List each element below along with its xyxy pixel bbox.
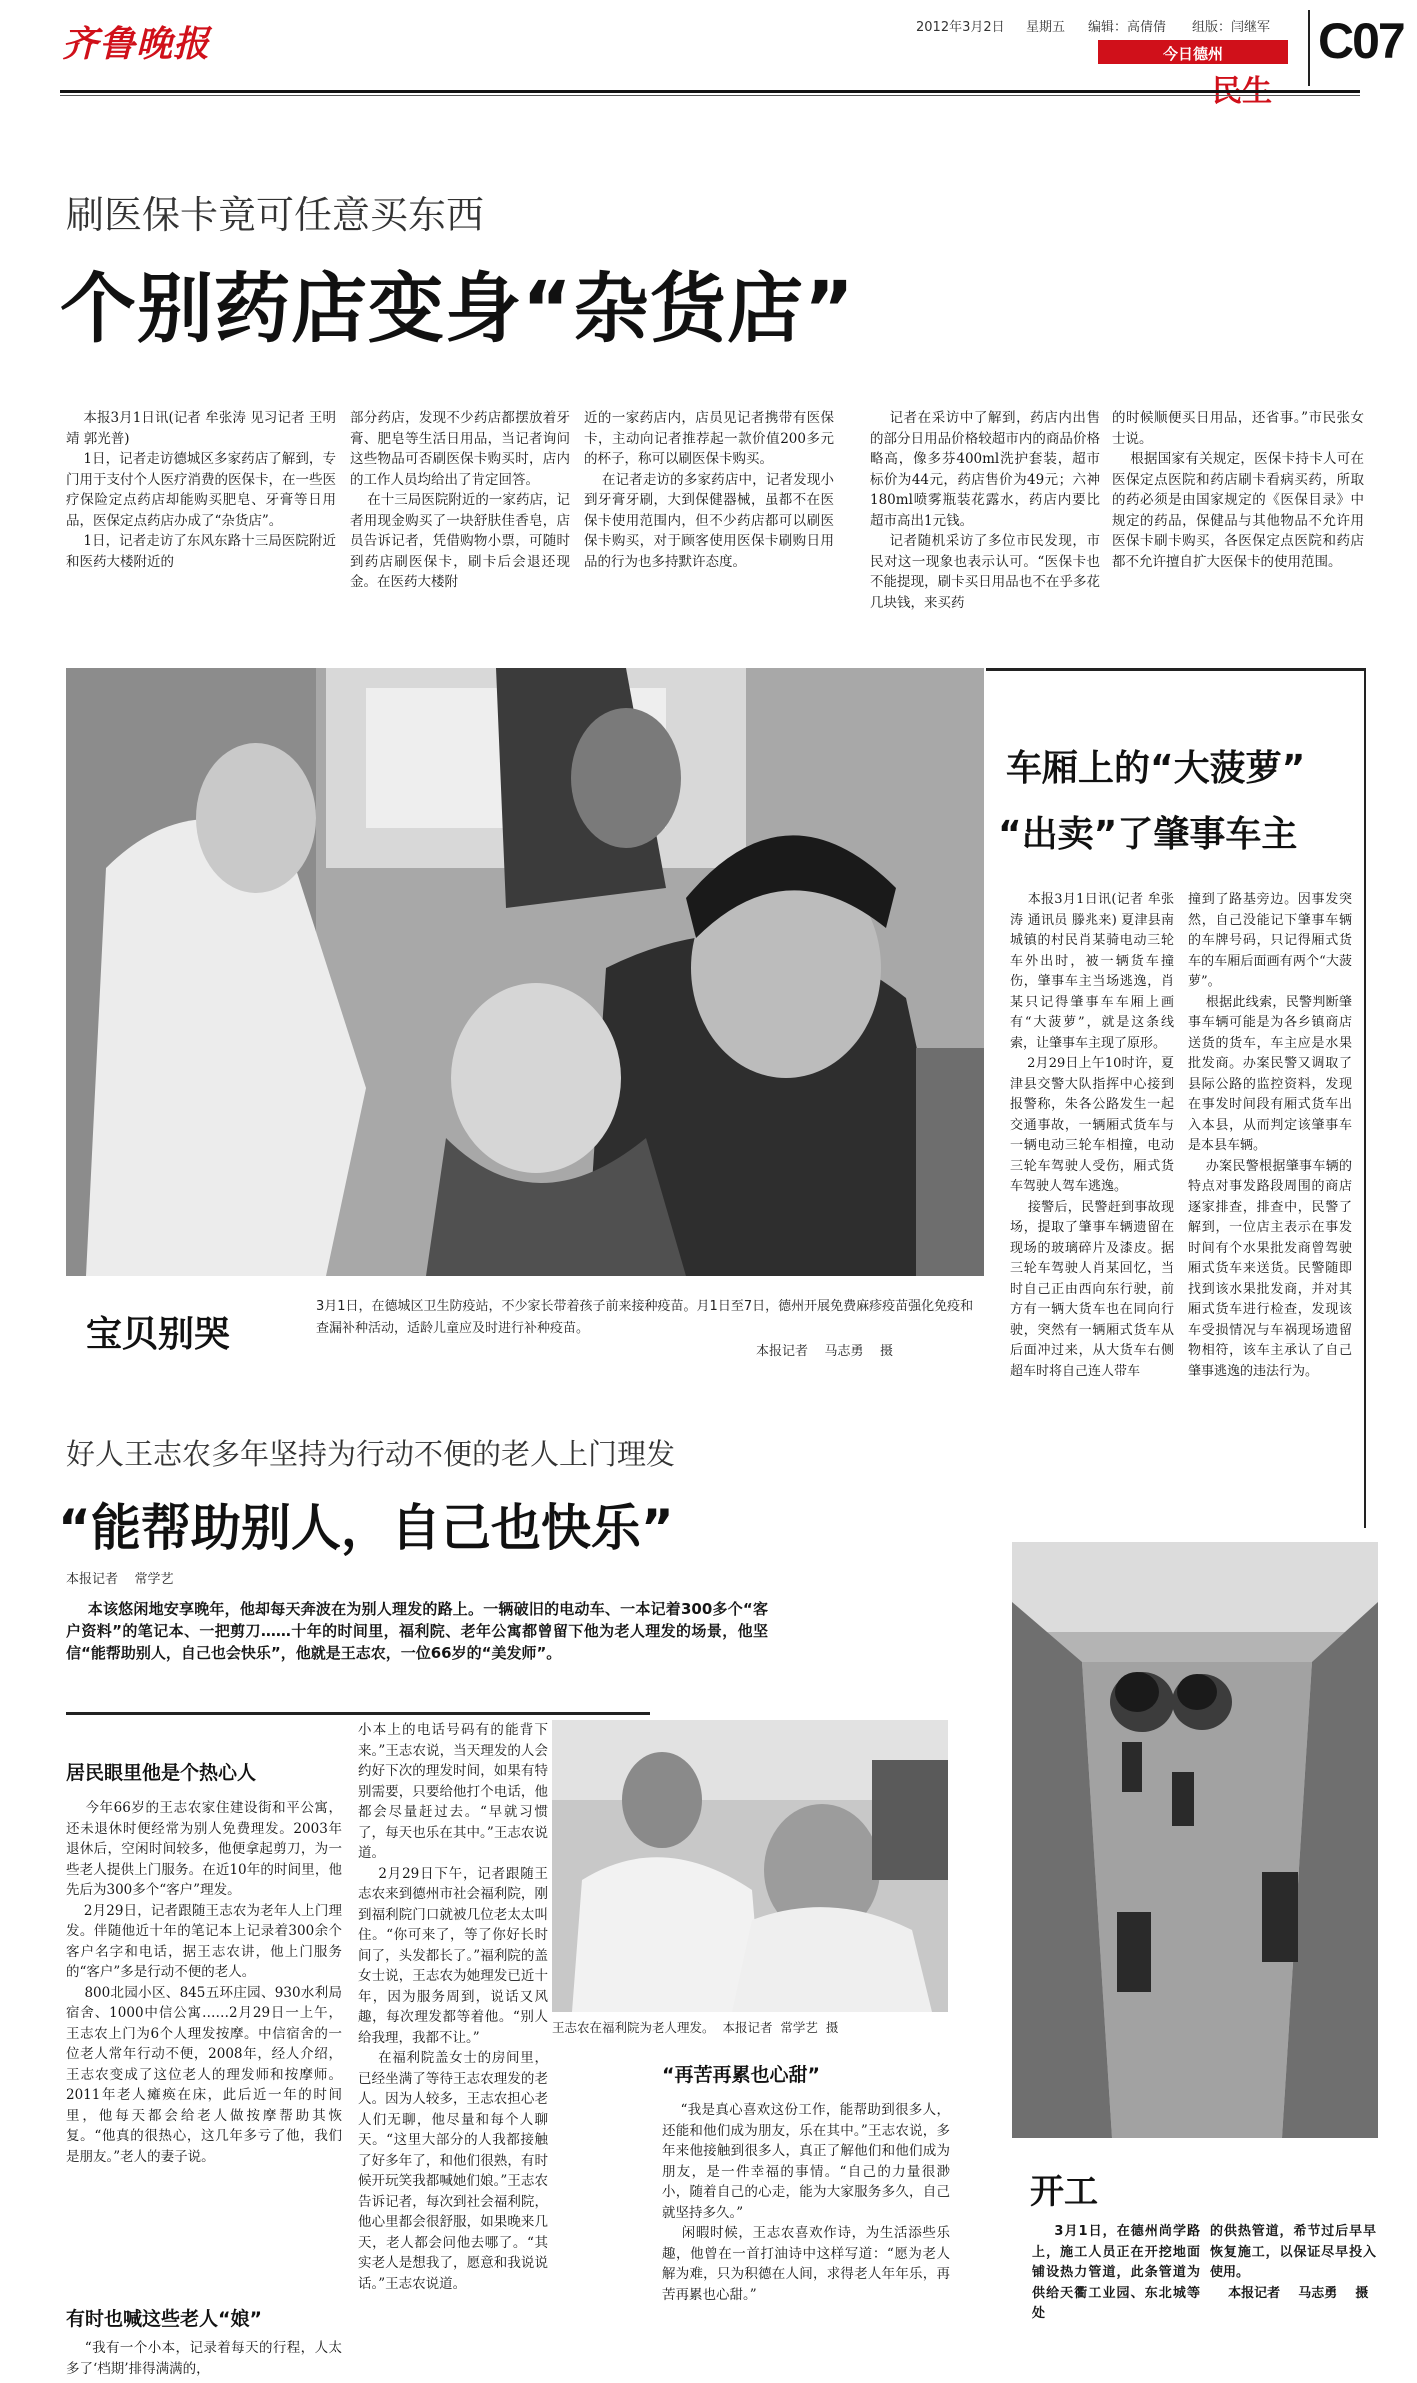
page-number: C07 [1318,13,1404,69]
story-3-byline: 本报记者 常学艺 [66,1572,174,1587]
story-1-headline: 个别药店变身“杂货店” [60,264,855,353]
construction-photo-title: 开工 [1030,2172,1098,2212]
issue-weekday: 星期五 [1026,20,1066,35]
story-3-column-1-tail: “我有一个小本，记录着每天的行程，人太多了‘档期’排得满满的， [66,2340,342,2377]
vaccination-photo-credit: 本报记者 马志勇 摄 [756,1344,894,1359]
story-1-kicker: 刷医保卡竟可任意买东西 [66,193,485,237]
story-2-headline-2: “出卖”了肇事车主 [998,814,1298,855]
story-3-kicker: 好人王志农多年坚持为行动不便的老人上门理发 [66,1437,676,1471]
story-3-lead: 本该悠闲地安享晚年，他却每天奔波在为别人理发的路上。一辆破旧的电动车、一本记着300多个“客户资料”的笔记本、一把剪刀……十年的时间里，福利院、老年公寓都曾留下他为老人理发的场景，他坚信“能帮助别人，自己也会快乐”，他就是王志农，一位66岁的“美发师”。 [66,1600,768,1662]
newspaper-logo: 齐鲁晚报 [62,23,211,65]
story-1-column-3: 近的一家药店内，店员见记者携带有医保卡，主动向记者推荐起一款价值200多元的杯子，称可以刷医保卡购买。 在记者走访的多家药店中，记者发现小到牙膏牙刷，大到保健器械，虽都不在医保卡使用范围内，但不少药店都可以刷医保卡购买，对于顾客使用医保卡刷购日用品的行为也多持默许态度。 [584,410,834,570]
section-name: 今日德州 [1162,45,1223,63]
story-2-box-top-rule [986,668,1366,671]
story-1-column-1: 本报3月1日讯(记者 牟张涛 见习记者 王明靖 郭光普) 1日，记者走访德城区多家药店了解到，专门用于支付个人医疗消费的医保卡，在一些医疗保险定点药店却能购买肥皂、牙膏等日用品，医保定点药店办成了“杂货店”。 1日，记者走访了东风东路十三局医院附近和医药大楼附近的 [66,410,336,570]
construction-photo [1012,1542,1378,2138]
layout-credit: 组版：闫继军 [1192,20,1271,35]
story-2-column-2: 撞到了路基旁边。因事发突然，自己没能记下肇事车辆的车牌号码，只记得厢式货车的车厢后面画有两个“大菠萝”。 根据此线索，民警判断肇事车辆可能是为各乡镇商店送货的货车，车主应是水果批发商。办案民警又调取了县际公路的监控资料，发现在事发时间段有厢式货车出入本县，从而判定该肇事车是本县车辆。 办案民警根据肇事车辆的特点对事发路段周围的商店逐家排查，排查中，民警了解到，一位店主表示在事发时间有个水果批发商曾驾驶厢式货车来送货。民警随即找到该水果批发商，并对其厢式货车进行检查，发现该车受损情况与车祸现场遗留物相符，该车主承认了自己肇事逃逸的违法行为。 [1188,892,1352,1379]
editor-credit: 编辑：高倩倩 [1088,20,1167,35]
barber-photo [552,1720,948,2012]
story-1-column-5: 的时候顺便买日用品，还省事。”市民张女士说。 根据国家有关规定，医保卡持卡人可在医保定点医院和药店刷卡看病买药，所取的药必须是由国家规定的《医保目录》中规定的药品，保健品与其他物品不允许用医保卡刷卡购买，各医保定点医院和药店都不允许擅自扩大医保卡的使用范围。 [1112,410,1364,570]
story-3-lead-rule [66,1712,650,1715]
story-2-box-right-rule [1364,668,1366,1528]
masthead-rule [60,90,1360,93]
story-3-subhead-2: 有时也喊这些老人“娘” [66,2308,262,2330]
story-2-headline-1: 车厢上的“大菠萝” [1006,748,1306,789]
construction-caption-2: 的供热管道，希节过后早早恢复施工，以保证尽早投入使用。 本报记者 马志勇 摄 [1210,2224,1376,2301]
story-2-column-1: 本报3月1日讯(记者 牟张涛 通讯员 滕兆来) 夏津县南城镇的村民肖某骑电动三轮车外出时，被一辆货车撞伤，肇事车主当场逃逸，肖某只记得肇事车车厢上画有“大菠萝”，就是这条线索，让肇事车主现了原形。 2月29日上午10时许，夏津县交警大队指挥中心接到报警称，朱各公路发生一起交通事故，一辆厢式货车与一辆电动三轮车相撞，电动三轮车驾驶人受伤，厢式货车驾驶人驾车逃逸。 接警后，民警赶到事故现场，提取了肇事车辆遗留在现场的玻璃碎片及漆皮。据三轮车驾驶人肖某回忆，当时自己正由西向东行驶，前方有一辆大货车也在同向行驶，突然有一辆厢式货车从后面冲过来，从大货车右侧超车时将自己连人带车 [1010,892,1174,1379]
masthead [0,0,1417,96]
vaccination-photo-caption: 3月1日，在德城区卫生防疫站，不少家长带着孩子前来接种疫苗。月1日至7日，德州开展免费麻疹疫苗强化免疫和查漏补种活动，适龄儿童应及时进行补种疫苗。 [316,1299,974,1336]
story-3-subhead-3: “再苦再累也心甜” [662,2064,820,2086]
story-3-column-3: “我是真心喜欢这份工作，能帮助到很多人，还能和他们成为朋友，乐在其中。”王志农说，多年来他接触到很多人，真正了解他们和他们成为朋友，是一件幸福的事情。“自己的力量很渺小，随着自己的心走，能为大家服务多久，自己就坚持多久。” 闲暇时候，王志农喜欢作诗，为生活添些乐趣，他曾在一首打油诗中这样写道：“愿为老人解为难，只为积德在人间，求得老人年年乐，再苦再累也心甜。” [662,2102,950,2303]
construction-caption-1: 3月1日，在德州尚学路上，施工人员正在开挖地面铺设热力管道，此条管道为供给天衢工业园、东北城等处 [1032,2224,1200,2321]
story-3-subhead-1: 居民眼里他是个热心人 [66,1762,257,1784]
story-1-column-4: 记者在采访中了解到，药店内出售的部分日用品价格较超市内的商品价格略高，像多芬400ml洗护套装，超市标价为44元，药店售价为49元；六神180ml喷雾瓶装花露水，药店内要比超市高出1元钱。 记者随机采访了多位市民发现，市民对这一现象也表示认可。“医保卡也不能提现，刷卡买日用品也不在乎多花几块钱，来买药 [870,410,1100,611]
story-3-headline: “能帮助别人，自己也快乐” [58,1499,674,1557]
issue-date: 2012年3月2日 [916,20,1005,35]
masthead-divider [1308,10,1310,86]
vaccination-photo-title: 宝贝别哭 [86,1314,231,1355]
column-name [1212,66,1272,110]
barber-photo-caption: 王志农在福利院为老人理发。 本报记者 常学艺 摄 [552,2020,839,2035]
story-3-column-2: 小本上的电话号码有的能背下来。”王志农说，当天理发的人会约好下次的理发时间，如果有特别需要，只要给他打个电话，他都会尽量赶过去。“早就习惯了，每天也乐在其中。”王志农说道。 2月29日下午，记者跟随王志农来到德州市社会福利院，刚到福利院门口就被几位老太太叫住。“你可来了，等了你好长时间了，头发都长了。”福利院的盖女士说，王志农为她理发已近十年，因为服务周到，说话又风趣，每次理发都等着他。“别人给我理，我都不让。” 在福利院盖女士的房间里，已经坐满了等待王志农理发的老人。因为人较多，王志农担心老人们无聊，他尽量和每个人聊天。“这里大部分的人我都接触了好多年了，和他们很熟，有时候开玩笑我都喊她们娘。”王志农告诉记者，每次到社会福利院，他心里都会很舒服，如果晚来几天，老人都会问他去哪了。“其实老人是想我了，愿意和我说说话。”王志农说道。 [358,1722,548,2292]
story-3-column-1: 今年66岁的王志农家住建设街和平公寓，还未退休时便经常为别人免费理发。2003年退休后，空闲时间较多，他便拿起剪刀，为一些老人提供上门服务。在近10年的时间里，他先后为300多个“客户”理发。 2月29日，记者跟随王志农为老年人上门理发。伴随他近十年的笔记本上记录着300余个客户名字和电话，据王志农讲，他上门服务的“客户”多是行动不便的老人。 800北园小区、845五环庄园、930水利局宿舍、1000中信公寓……2月29日一上午，王志农上门为6个人理发按摩。中信宿舍的一位老人常年行动不便，2008年，经人介绍，王志农变成了这位老人的理发师和按摩师。2011年老人瘫痪在床，此后近一年的时间里，他每天都会给老人做按摩帮助其恢复。“他真的很热心，这几年多亏了他，我们是朋友。”老人的妻子说。 [66,1800,342,2165]
masthead-rule-thin [60,95,1360,96]
story-1-column-2: 部分药店，发现不少药店都摆放着牙膏、肥皂等生活日用品，当记者询问这些物品可否刷医保卡购买时，店内的工作人员均给出了肯定回答。 在十三局医院附近的一家药店，记者用现金购买了一块舒肤佳香皂，店员告诉记者，凭借购物小票，可随时到药店刷医保卡，刷卡后会退还现金。在医药大楼附 [350,410,570,590]
vaccination-photo [66,668,984,1276]
